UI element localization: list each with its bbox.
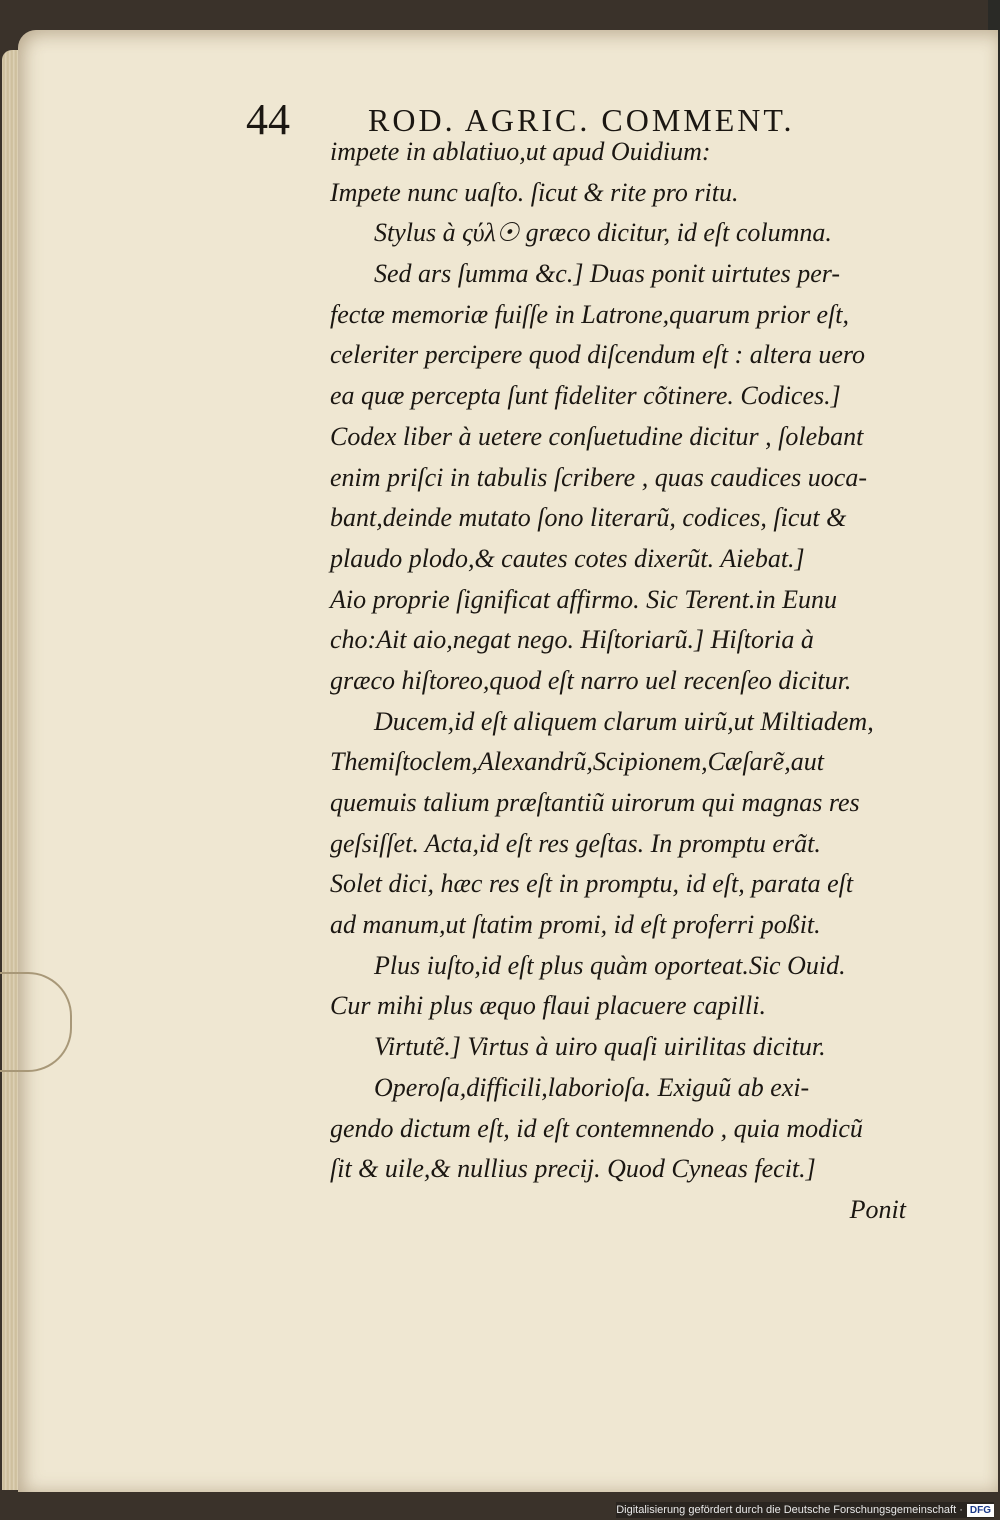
text-line: Ducem,id eſt aliquem clarum uirũ,ut Miltiadem, bbox=[374, 706, 874, 736]
text-line: gendo dictum eſt, id eſt contemnendo , quia modicũ bbox=[330, 1113, 863, 1143]
text-line: Themiſtoclem,Alexandrũ,Scipionem,Cæſarẽ,aut bbox=[330, 747, 824, 777]
text-line: Impete nunc uaſto. ſicut & rite pro ritu. bbox=[330, 177, 739, 207]
catchword: Ponit bbox=[849, 1194, 906, 1224]
text-line: Cur mihi plus æquo flaui placuere capilli. bbox=[330, 991, 766, 1021]
text-line: impete in ablatiuo,ut apud Ouidium: bbox=[330, 137, 711, 166]
text-line: Codex liber à uetere conſuetudine dicitur , ſolebant bbox=[330, 421, 864, 451]
dfg-logo: DFG bbox=[967, 1504, 994, 1517]
text-line: enim priſci in tabulis ſcribere , quas caudices uoca- bbox=[330, 462, 867, 492]
running-head: ROD. AGRIC. COMMENT. bbox=[368, 102, 795, 138]
text-line: ad manum,ut ſtatim promi, id eſt proferri poßit. bbox=[330, 910, 821, 940]
text-line: Plus iuſto,id eſt plus quàm oporteat.Sic Ouid. bbox=[374, 950, 846, 980]
commentary-text bbox=[330, 132, 920, 1231]
text-line: bant,deinde mutato ſono literarũ, codices, ſicut & bbox=[330, 503, 847, 533]
text-line: græco hiſtoreo,quod eſt narro uel recenſeo dicitur. bbox=[330, 665, 852, 695]
text-line: quemuis talium præſtantiũ uirorum qui magnas res bbox=[330, 788, 860, 817]
text-line: cho:Ait aio,negat nego. Hiſtoriarũ.] Hiſtoria à bbox=[330, 625, 814, 655]
text-line: ea quæ percepta ſunt fideliter cõtinere. Codices.] bbox=[330, 381, 841, 411]
folio-number: 44 bbox=[246, 95, 290, 144]
text-line: Solet dici, hæc res eſt in promptu, id eſt, parata eſt bbox=[330, 869, 854, 899]
text-line: ſit & uile,& nullius precij. Quod Cyneas fecit.] bbox=[330, 1154, 816, 1184]
text-line: Sed ars ſumma &c.] Duas ponit uirtutes per- bbox=[374, 259, 841, 289]
text-line: fectæ memoriæ fuiſſe in Latrone,quarum prior eſt, bbox=[330, 299, 850, 329]
text-line: celeriter percipere quod diſcendum eſt : altera uero bbox=[330, 340, 866, 370]
text-line: Aio proprie ſignificat affirmo. Sic Terent.in Eunu bbox=[330, 584, 837, 614]
digitization-credit bbox=[616, 1502, 994, 1518]
text-line: plaudo plodo,& cautes cotes dixerũt. Aiebat.] bbox=[330, 543, 805, 573]
text-line: Virtutẽ.] Virtus à uiro quaſi uirilitas dicitur. bbox=[374, 1032, 826, 1062]
text-line: Operoſa,difficili,laborioſa. Exiguũ ab exi- bbox=[374, 1072, 810, 1102]
credit-text: Digitalisierung gefördert durch die Deutsche Forschungsgemeinschaft · bbox=[616, 1504, 963, 1516]
text-line: geſsiſſet. Acta,id eſt res geſtas. In promptu erãt. bbox=[330, 828, 821, 858]
text-line: Stylus à ςύλ☉ græco dicitur, id eſt columna. bbox=[374, 218, 832, 248]
